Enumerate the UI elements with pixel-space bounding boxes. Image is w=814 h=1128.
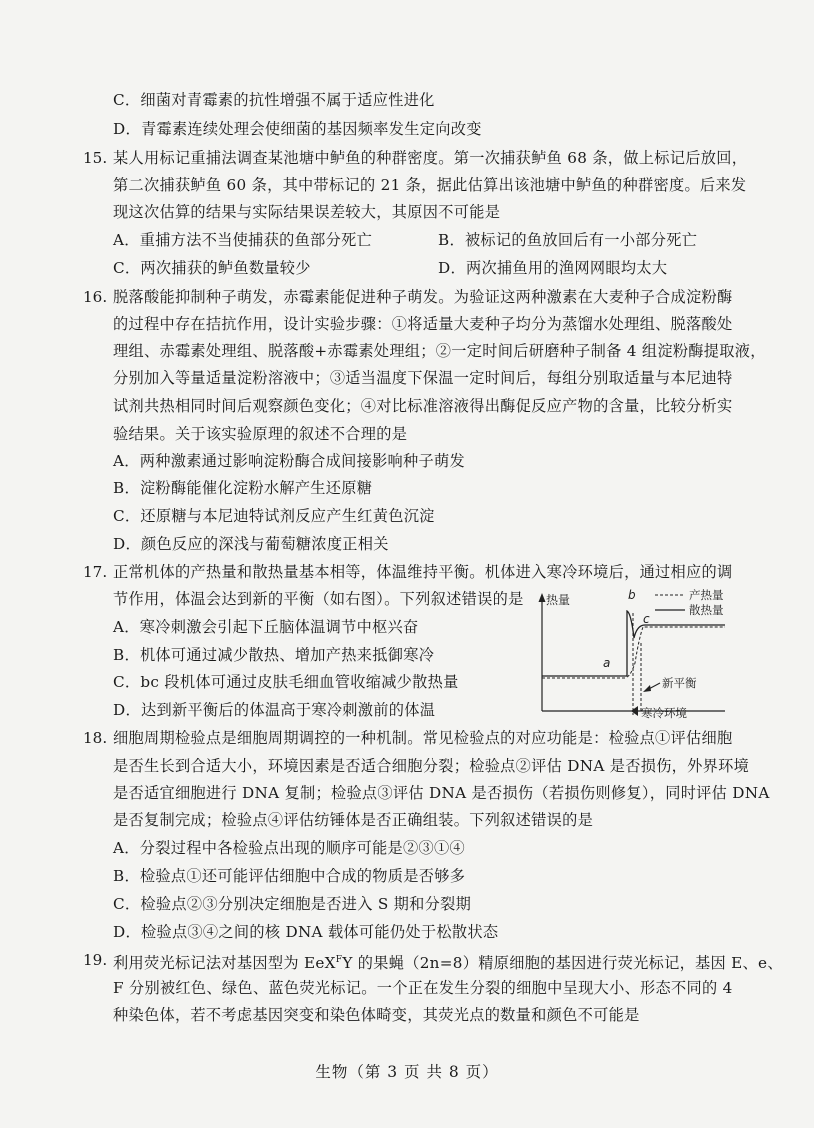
q18-stem-line2: 是否生长到合适大小，环境因素是否适合细胞分裂；检验点②评估 DNA 是否损伤，外界环境: [113, 757, 750, 775]
heat-balance-figure: [525, 583, 765, 723]
cold-env-label: 寒冷环境: [641, 706, 687, 720]
q16-stem-line3: 理组、赤霉素处理组、脱落酸+赤霉素处理组；②一定时间后研磨种子制备 4 组淀粉酶提取液，: [113, 342, 766, 360]
q18-stem-line4: 是否复制完成；检验点④评估纺锤体是否正确组装。下列叙述错误的是: [113, 811, 594, 829]
q19-superscript-f: F: [335, 955, 343, 965]
q18-stem-line3: 是否适宜细胞进行 DNA 复制；检验点③评估 DNA 是否损伤（若损伤则修复），同时评估 DNA: [113, 784, 770, 802]
q19-stem-line2: F 分别被红色、绿色、蓝色荧光标记。一个正在发生分裂的细胞中呈现大小、形态不同的 4: [113, 979, 733, 997]
q15-stem-line3: 现这次估算的结果与实际结果误差较大，其原因不可能是: [113, 203, 501, 221]
point-a-label: a: [603, 656, 611, 670]
q17-option-d: D．达到新平衡后的体温高于寒冷刺激前的体温: [113, 701, 436, 719]
cold-env-arrowhead: [631, 706, 638, 716]
q16-option-c: C．还原糖与本尼迪特试剂反应产生红黄色沉淀: [113, 507, 435, 525]
q19-stem-line1-pre: 利用荧光标记法对基因型为 EeX: [113, 954, 336, 973]
y-axis-label: 热量: [546, 593, 571, 607]
q17-stem-line2: 节作用，体温会达到新的平衡（如右图）。下列叙述错误的是: [113, 590, 524, 608]
new-balance-arrowhead: [643, 685, 651, 692]
q18-stem-line1: 细胞周期检验点是细胞周期调控的一种机制。常见检验点的对应功能是：检验点①评估细胞: [113, 729, 733, 747]
q16-stem-line6: 验结果。关于该实验原理的叙述不合理的是: [113, 425, 408, 443]
q14-option-d: D．青霉素连续处理会使细菌的基因频率发生定向改变: [113, 120, 482, 138]
q15-number: 15.: [83, 149, 108, 167]
q17-option-c: C．bc 段机体可通过皮肤毛细血管收缩减少散热量: [113, 673, 459, 691]
y-axis-arrow: [539, 593, 546, 602]
q17-option-b: B．机体可通过减少散热、增加产热来抵御寒冷: [113, 646, 435, 664]
q17-number: 17.: [83, 563, 108, 581]
q15-option-c: C．两次捕获的鲈鱼数量较少: [113, 259, 311, 277]
q17-stem-line1: 正常机体的产热量和散热量基本相等，体温维持平衡。机体进入寒冷环境后，通过相应的调: [113, 563, 733, 581]
heat-loss-curve: [627, 611, 725, 676]
q18-option-b: B．检验点①还可能评估细胞中合成的物质是否够多: [113, 867, 466, 885]
q19-stem-line3: 种染色体，若不考虑基因突变和染色体畸变，其荧光点的数量和颜色不可能是: [113, 1006, 640, 1024]
heat-production-curve: [627, 627, 725, 677]
new-balance-label: 新平衡: [662, 676, 697, 690]
q18-option-a: A．分裂过程中各检验点出现的顺序可能是②③①④: [113, 839, 465, 857]
q16-stem-line5: 试剂共热相同时间后观察颜色变化；④对比标准溶液得出酶促反应产物的含量，比较分析实: [113, 397, 733, 415]
q18-number: 18.: [83, 729, 108, 747]
q19-number: 19.: [83, 951, 108, 969]
legend-heat-loss-label: 散热量: [689, 603, 724, 617]
q19-stem-line1-mid: Y 的果蝇（2n=8）精原细胞的基因进行荧光标记，基因 E、e、: [342, 954, 783, 973]
q18-option-d: D．检验点③④之间的核 DNA 载体可能仍处于松散状态: [113, 923, 499, 941]
q16-option-a: A．两种激素通过影响淀粉酶合成间接影响种子萌发: [113, 452, 465, 470]
q16-option-b: B．淀粉酶能催化淀粉水解产生还原糖: [113, 479, 373, 497]
point-b-label: b: [628, 588, 636, 602]
point-c-label: c: [643, 612, 650, 626]
q16-stem-line1: 脱落酸能抑制种子萌发，赤霉素能促进种子萌发。为验证这两种激素在大麦种子合成淀粉酶: [113, 288, 733, 306]
q17-option-a: A．寒冷刺激会引起下丘脑体温调节中枢兴奋: [113, 618, 419, 636]
q16-stem-line2: 的过程中存在拮抗作用，设计实验步骤：①将适量大麦种子均分为蒸馏水处理组、脱落酸处: [113, 315, 733, 333]
q14-option-c: C．细菌对青霉素的抗性增强不属于适应性进化: [113, 91, 435, 109]
page-footer: 生物（第 3 页 共 8 页）: [315, 1063, 499, 1081]
q15-option-a: A．重捕方法不当使捕获的鱼部分死亡: [113, 231, 373, 249]
q15-option-d: D．两次捕鱼用的渔网网眼均太大: [438, 259, 668, 277]
q16-option-d: D．颜色反应的深浅与葡萄糖浓度正相关: [113, 535, 389, 553]
q16-number: 16.: [83, 288, 108, 306]
q16-stem-line4: 分别加入等量适量淀粉溶液中；③适当温度下保温一定时间后，每组分别取适量与本尼迪特: [113, 369, 733, 387]
q19-stem-line1: [113, 950, 783, 973]
q15-stem-line1: 某人用标记重捕法调查某池塘中鲈鱼的种群密度。第一次捕获鲈鱼 68 条，做上标记后放回，: [113, 149, 748, 167]
q15-stem-line2: 第二次捕获鲈鱼 60 条，其中带标记的 21 条，据此估算出该池塘中鲈鱼的种群密度。后来发: [113, 176, 747, 194]
q18-option-c: C．检验点②③分别决定细胞是否进入 S 期和分裂期: [113, 895, 472, 913]
legend-heat-production-label: 产热量: [689, 588, 724, 602]
q15-option-b: B．被标记的鱼放回后有一小部分死亡: [438, 231, 698, 249]
